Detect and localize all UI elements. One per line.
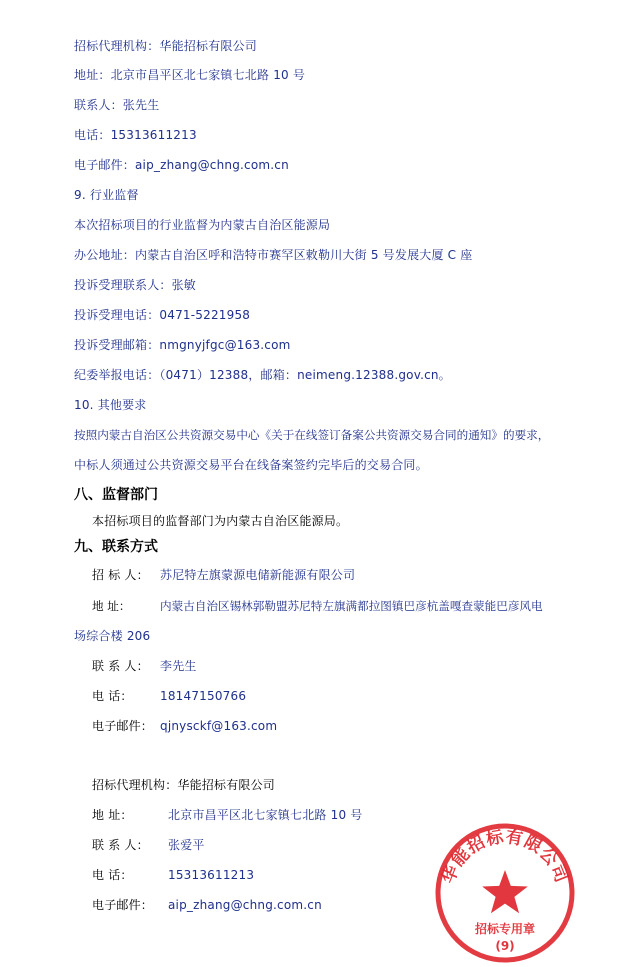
tenderer-contact-value: 李先生 <box>160 659 197 673</box>
agency-line: 招标代理机构：华能招标有限公司 <box>74 39 258 53</box>
agency2-email-value: aip_zhang@chng.com.cn <box>168 898 322 912</box>
section9-complaint-email: 投诉受理邮箱：nmgnyjfgc@163.com <box>74 338 291 352</box>
agency2-contact-label: 联 系 人： <box>92 838 149 852</box>
agency-email: 电子邮件：aip_zhang@chng.com.cn <box>74 158 289 172</box>
agency2-email-label: 电子邮件： <box>92 898 154 912</box>
section10-title: 10. 其他要求 <box>74 398 147 412</box>
company-seal <box>434 822 576 964</box>
tenderer-email-row <box>92 718 277 734</box>
agency2-email-row <box>92 897 322 913</box>
tenderer-address-row <box>92 598 543 614</box>
tenderer-row <box>92 567 355 583</box>
section9-discipline: 纪委举报电话：（0471）12388，邮箱：neimeng.12388.gov.cn。 <box>74 368 451 382</box>
section9-complaint-contact: 投诉受理联系人：张敏 <box>74 278 197 292</box>
section8-text: 本招标项目的监督部门为内蒙古自治区能源局。 <box>92 514 349 528</box>
tenderer-email-value: qjnysckf@163.com <box>160 719 278 733</box>
tenderer-phone-row <box>92 688 246 704</box>
tenderer-phone-value: 18147150766 <box>160 689 247 703</box>
seal-center-text: 招标专用章 <box>474 922 536 936</box>
agency2-address-label: 地 址： <box>92 808 133 822</box>
agency2-contact-row <box>92 837 205 853</box>
section9-line1: 本次招标项目的行业监督为内蒙古自治区能源局 <box>74 218 331 232</box>
tenderer-email-label: 电子邮件： <box>92 719 154 733</box>
tenderer-address-label: 地 址： <box>92 599 131 613</box>
section9-office-address: 办公地址：内蒙古自治区呼和浩特市赛罕区敕勒川大街 5 号发展大厦 C 座 <box>74 248 473 262</box>
agency2-line: 招标代理机构：华能招标有限公司 <box>92 778 276 792</box>
agency2-phone-row <box>92 867 254 883</box>
seal-number-text: (9) <box>495 939 515 953</box>
section10-text2: 中标人须通过公共资源交易平台在线备案签约完毕后的交易合同。 <box>74 458 428 472</box>
section10-text1: 按照内蒙古自治区公共资源交易中心《关于在线签订备案公共资源交易合同的通知》的要求， <box>74 428 550 442</box>
agency2-phone-label: 电 话： <box>92 868 133 882</box>
tenderer-address-value: 内蒙古自治区锡林郭勒盟苏尼特左旗满都拉图镇巴彦杭盖嘎查蒙能巴彦风电 <box>160 599 543 613</box>
agency2-phone-value: 15313611213 <box>168 868 255 882</box>
agency-phone: 电话：15313611213 <box>74 128 197 142</box>
section-nine-heading: 九、联系方式 <box>74 539 158 555</box>
section9-complaint-phone: 投诉受理电话：0471-5221958 <box>74 308 251 322</box>
tenderer-value: 苏尼特左旗蒙源电储新能源有限公司 <box>160 568 356 582</box>
section9-title: 9. 行业监督 <box>74 188 139 202</box>
agency-address: 地址：北京市昌平区北七家镇七北路 10 号 <box>74 68 306 82</box>
seal-ring-text: 华能招标有限公司 <box>438 827 572 887</box>
tenderer-label: 招 标 人： <box>92 568 149 582</box>
agency2-contact-value: 张爱平 <box>168 838 205 852</box>
agency2-address-value: 北京市昌平区北七家镇七北路 10 号 <box>168 808 363 822</box>
section8-heading: 八、监督部门 <box>74 487 158 503</box>
tenderer-phone-label: 电 话： <box>92 689 133 703</box>
tenderer-contact-label: 联 系 人： <box>92 659 149 673</box>
seal-star-icon <box>482 870 528 913</box>
agency-contact: 联系人：张先生 <box>74 98 160 112</box>
agency2-address-row <box>92 807 363 823</box>
tenderer-contact-row <box>92 658 197 674</box>
tenderer-address-cont: 场综合楼 206 <box>74 629 151 643</box>
